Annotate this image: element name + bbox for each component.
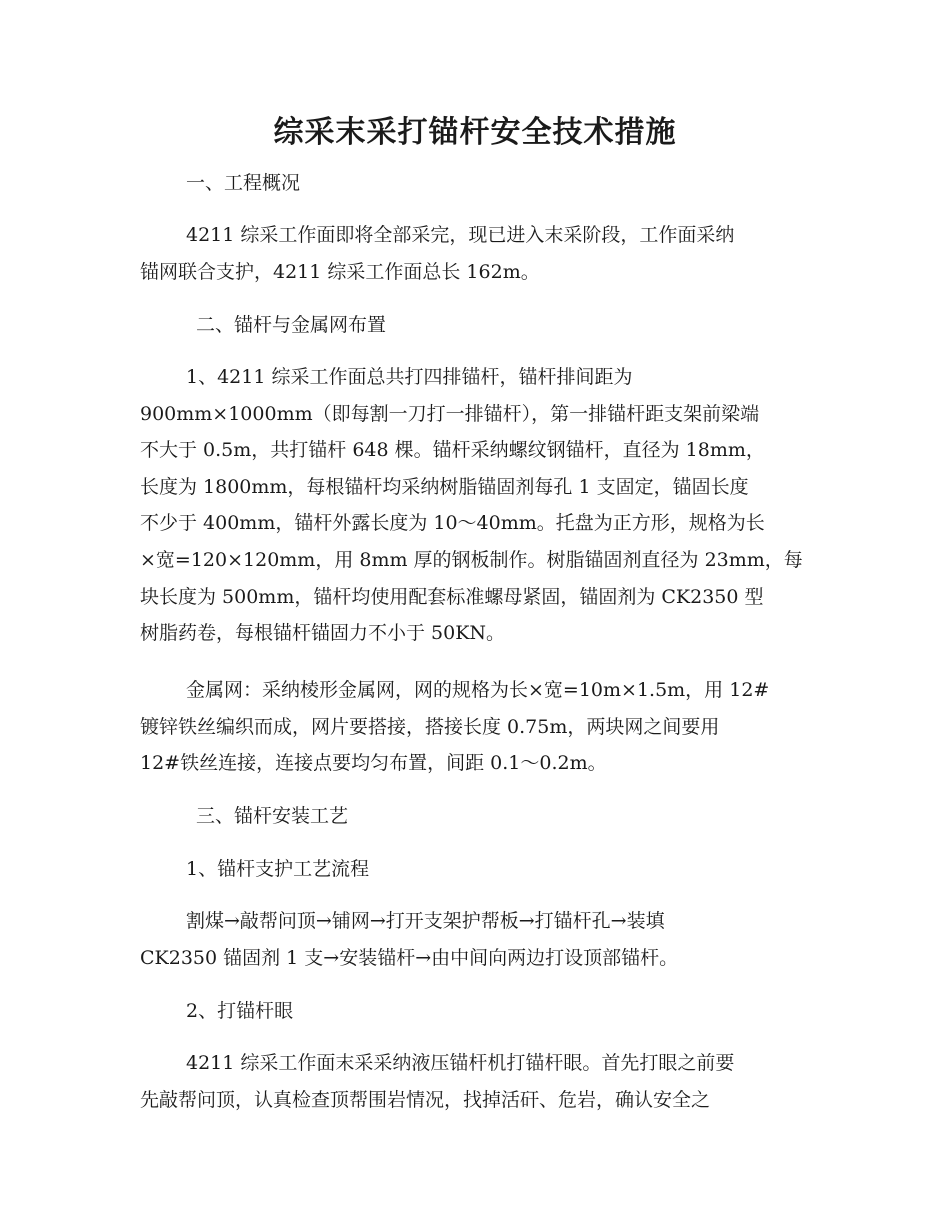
paragraph-line: 4211 综采工作面末采采纳液压锚杆机打锚杆眼。首先打眼之前要 bbox=[186, 1052, 735, 1074]
paragraph-line: 900mm×1000mm（即每割一刀打一排锚杆），第一排锚杆距支架前梁端 bbox=[140, 402, 760, 425]
paragraph-line: 树脂药卷，每根锚杆锚固力不小于 50KN。 bbox=[140, 622, 506, 645]
paragraph-line: 先敲帮问顶，认真检查顶帮围岩情况，找掉活矸、危岩，确认安全之 bbox=[140, 1088, 711, 1111]
paragraph-line: ×宽=120×120mm，用 8mm 厚的钢板制作。树脂锚固剂直径为 23mm，每 bbox=[140, 548, 803, 571]
subheading-drilling: 2、打锚杆眼 bbox=[186, 1000, 294, 1022]
paragraph-line: 镀锌铁丝编织而成，网片要搭接，搭接长度 0.75m，两块网之间要用 bbox=[140, 715, 720, 738]
paragraph-line: 金属网：采纳棱形金属网，网的规格为长×宽=10m×1.5m，用 12# bbox=[186, 679, 770, 701]
section-heading-3: 三、锚杆安装工艺 bbox=[196, 805, 349, 827]
paragraph-line: 4211 综采工作面即将全部采完，现已进入末采阶段，工作面采纳 bbox=[186, 224, 735, 246]
paragraph-line: 锚网联合支护，4211 综采工作面总长 162m。 bbox=[140, 260, 540, 283]
paragraph-line: 不大于 0.5m，共打锚杆 648 棵。锚杆采纳螺纹钢锚杆，直径为 18mm， bbox=[140, 439, 765, 462]
paragraph-line: 块长度为 500mm，锚杆均使用配套标准螺母紧固，锚固剂为 CK2350 型 bbox=[140, 585, 764, 608]
paragraph-line: 长度为 1800mm，每根锚杆均采纳树脂锚固剂每孔 1 支固定，锚固长度 bbox=[140, 475, 749, 498]
document-title: 综采末采打锚杆安全技术措施 bbox=[273, 115, 677, 150]
paragraph-line: 不少于 400mm，锚杆外露长度为 10～40mm。托盘为正方形，规格为长 bbox=[140, 512, 765, 535]
paragraph-line: 1、4211 综采工作面总共打四排锚杆，锚杆排间距为 bbox=[186, 366, 633, 388]
section-heading-1: 一、工程概况 bbox=[186, 172, 301, 194]
paragraph-line: CK2350 锚固剂 1 支→安装锚杆→由中间向两边打设顶部锚杆。 bbox=[140, 946, 679, 969]
paragraph-line: 割煤→敲帮问顶→铺网→打开支架护帮板→打锚杆孔→装填 bbox=[186, 910, 665, 932]
paragraph-metal-mesh bbox=[140, 672, 810, 782]
paragraph-project-overview bbox=[140, 217, 810, 290]
subheading-process-flow: 1、锚杆支护工艺流程 bbox=[186, 858, 370, 880]
section-heading-2: 二、锚杆与金属网布置 bbox=[196, 314, 387, 336]
paragraph-process-flow bbox=[140, 903, 810, 976]
paragraph-anchor-layout bbox=[140, 359, 810, 652]
paragraph-drilling bbox=[140, 1045, 810, 1118]
paragraph-line: 12#铁丝连接，连接点要均匀布置，间距 0.1～0.2m。 bbox=[140, 752, 607, 775]
